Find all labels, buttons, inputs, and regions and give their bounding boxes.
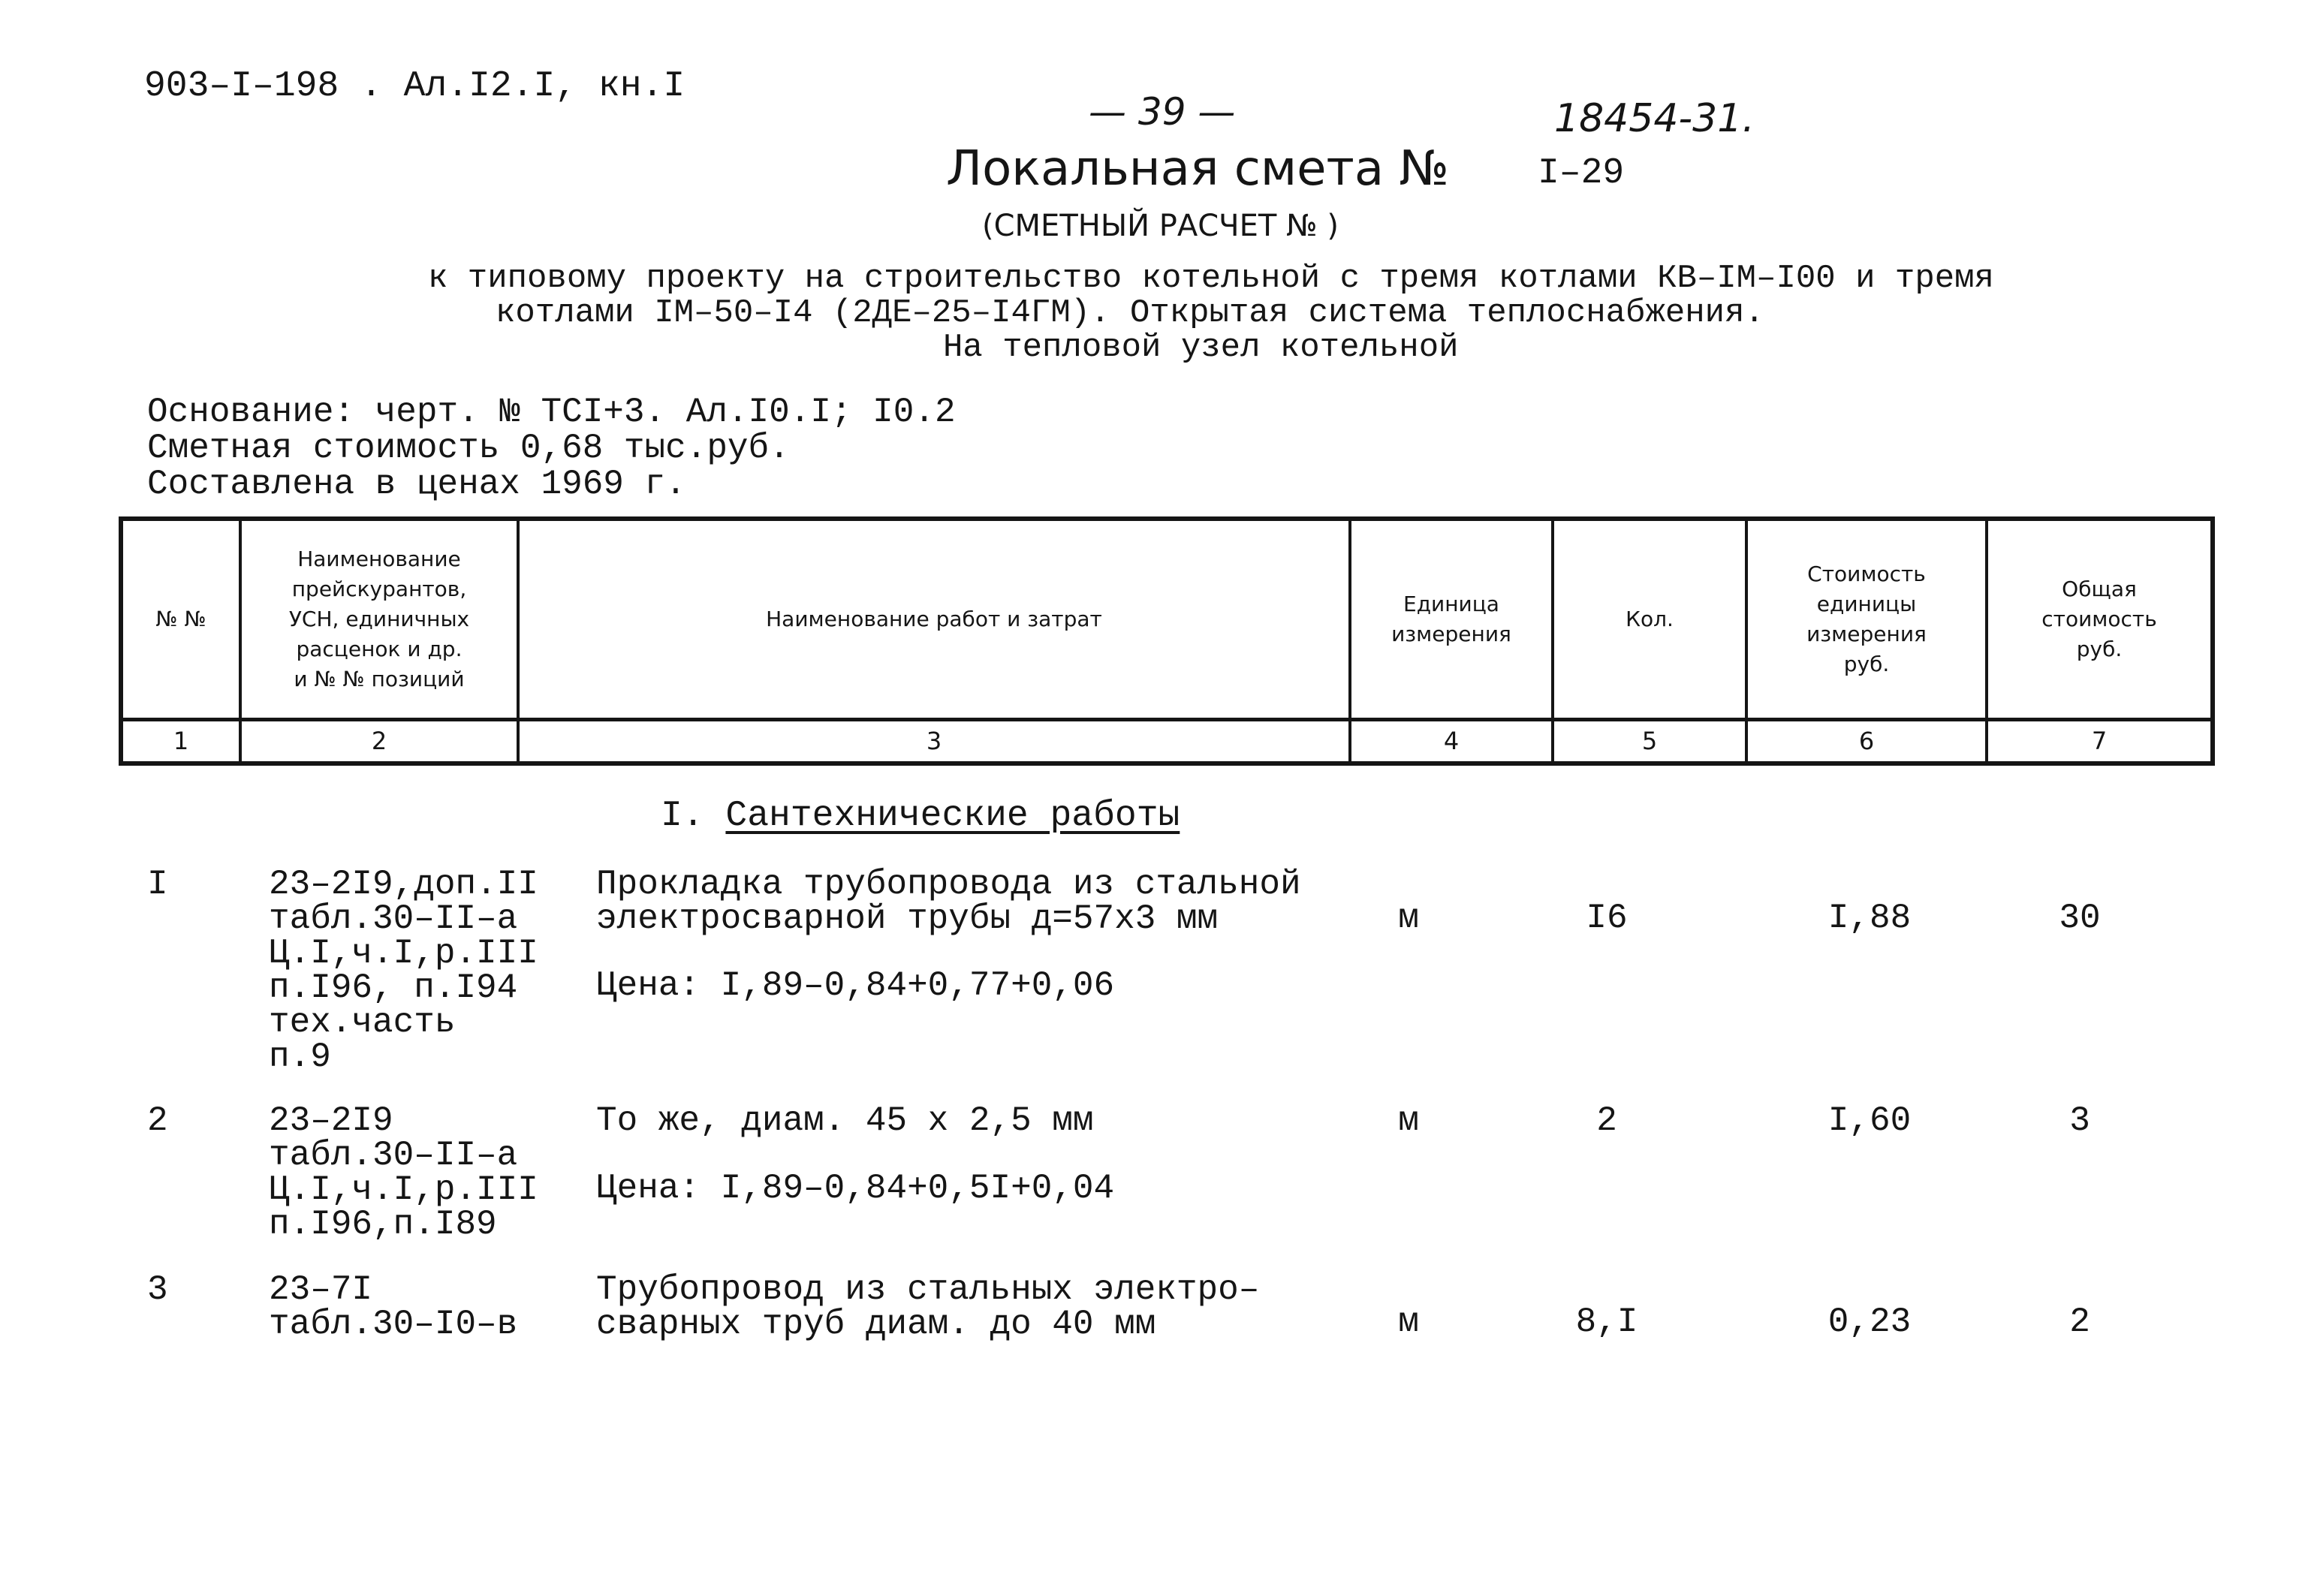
unit: м [1398,1302,1419,1342]
section-heading [661,796,1180,836]
quantity: I6 [1586,899,1628,938]
work-name: Прокладка трубопровода из стальной электросварной трубы д=57х3 мм [596,865,1301,938]
row-number: I [147,865,168,904]
description-line: На тепловой узел котельной [943,329,1459,366]
work-name: То же, диам. 45 х 2,5 мм [596,1101,1094,1140]
section-title: Сантехнические работы [725,796,1180,836]
basis-line: Основание: черт. № ТСI+3. Ал.I0.I; I0.2 [147,393,956,432]
column-header-unit: Единица измерения [1391,592,1511,646]
column-header-code: Наименование прейскурантов, УСН, единичных расценок и др. и № № позиций [288,547,470,691]
price-code: 23–2I9 табл.30–II–а Ц.I,ч.I,р.III п.I96,п.I89 [269,1101,538,1244]
price-formula: Цена: I,89–0,84+0,77+0,06 [596,966,1115,1005]
table-header [119,516,2215,766]
column-number: 6 [1858,727,1875,755]
column-header-quantity: Кол. [1626,607,1674,631]
column-number: 5 [1641,727,1658,755]
column-number: 4 [1443,727,1460,755]
column-number: 7 [2091,727,2108,755]
column-header-work-name: Наименование работ и затрат [766,607,1102,631]
page-title: Локальная смета № [946,141,1449,197]
work-name: Трубопровод из стальных электро– сварных труб диам. до 40 мм [596,1270,1260,1344]
page-subtitle: (СМЕТНЫЙ РАСЧЕТ № ) [982,209,1339,243]
price-code: 23–7I табл.30–I0–в [269,1270,518,1344]
section-number: I. [661,796,704,836]
total-cost: 3 [2069,1101,2090,1140]
unit: м [1398,899,1419,938]
quantity: 8,I [1575,1302,1638,1342]
estimate-number: I–29 [1538,153,1625,194]
unit-cost: I,60 [1827,1101,1912,1140]
price-code: 23–2I9,доп.II табл.30–II–а Ц.I,ч.I,р.III п.I96, п.I94 тех.часть п.9 [269,865,538,1077]
description-line: к типовому проекту на строительство котельной с тремя котлами КВ–IМ–I00 и тремя [428,260,1994,297]
unit-cost: 0,23 [1827,1302,1912,1342]
column-header-number: № № [155,607,206,631]
column-header-total-cost: Общая стоимость руб. [2041,577,2157,661]
column-number: 1 [173,727,189,755]
total-cost: 2 [2069,1302,2090,1342]
column-number: 2 [371,727,387,755]
document-reference: 903–I–198 . Ал.I2.I, кн.I [144,66,685,107]
unit-cost: I,88 [1827,899,1912,938]
price-year-line: Составлена в ценах 1969 г. [147,465,686,504]
page-number: — 39 — [1089,90,1236,134]
estimated-cost-line: Сметная стоимость 0,68 тыс.руб. [147,429,790,468]
row-number: 2 [147,1101,168,1140]
total-cost: 30 [2059,899,2101,938]
archive-number: 18454-31. [1554,96,1755,141]
description-line: котлами IМ–50–I4 (2ДЕ–25–I4ГМ). Открытая система теплоснабжения. [496,294,1764,332]
column-number: 3 [926,727,942,755]
price-formula: Цена: I,89–0,84+0,5I+0,04 [596,1169,1115,1208]
unit: м [1398,1101,1419,1140]
row-number: 3 [147,1270,168,1309]
quantity: 2 [1596,1101,1617,1140]
column-header-unit-cost: Стоимость единицы измерения руб. [1806,562,1927,676]
